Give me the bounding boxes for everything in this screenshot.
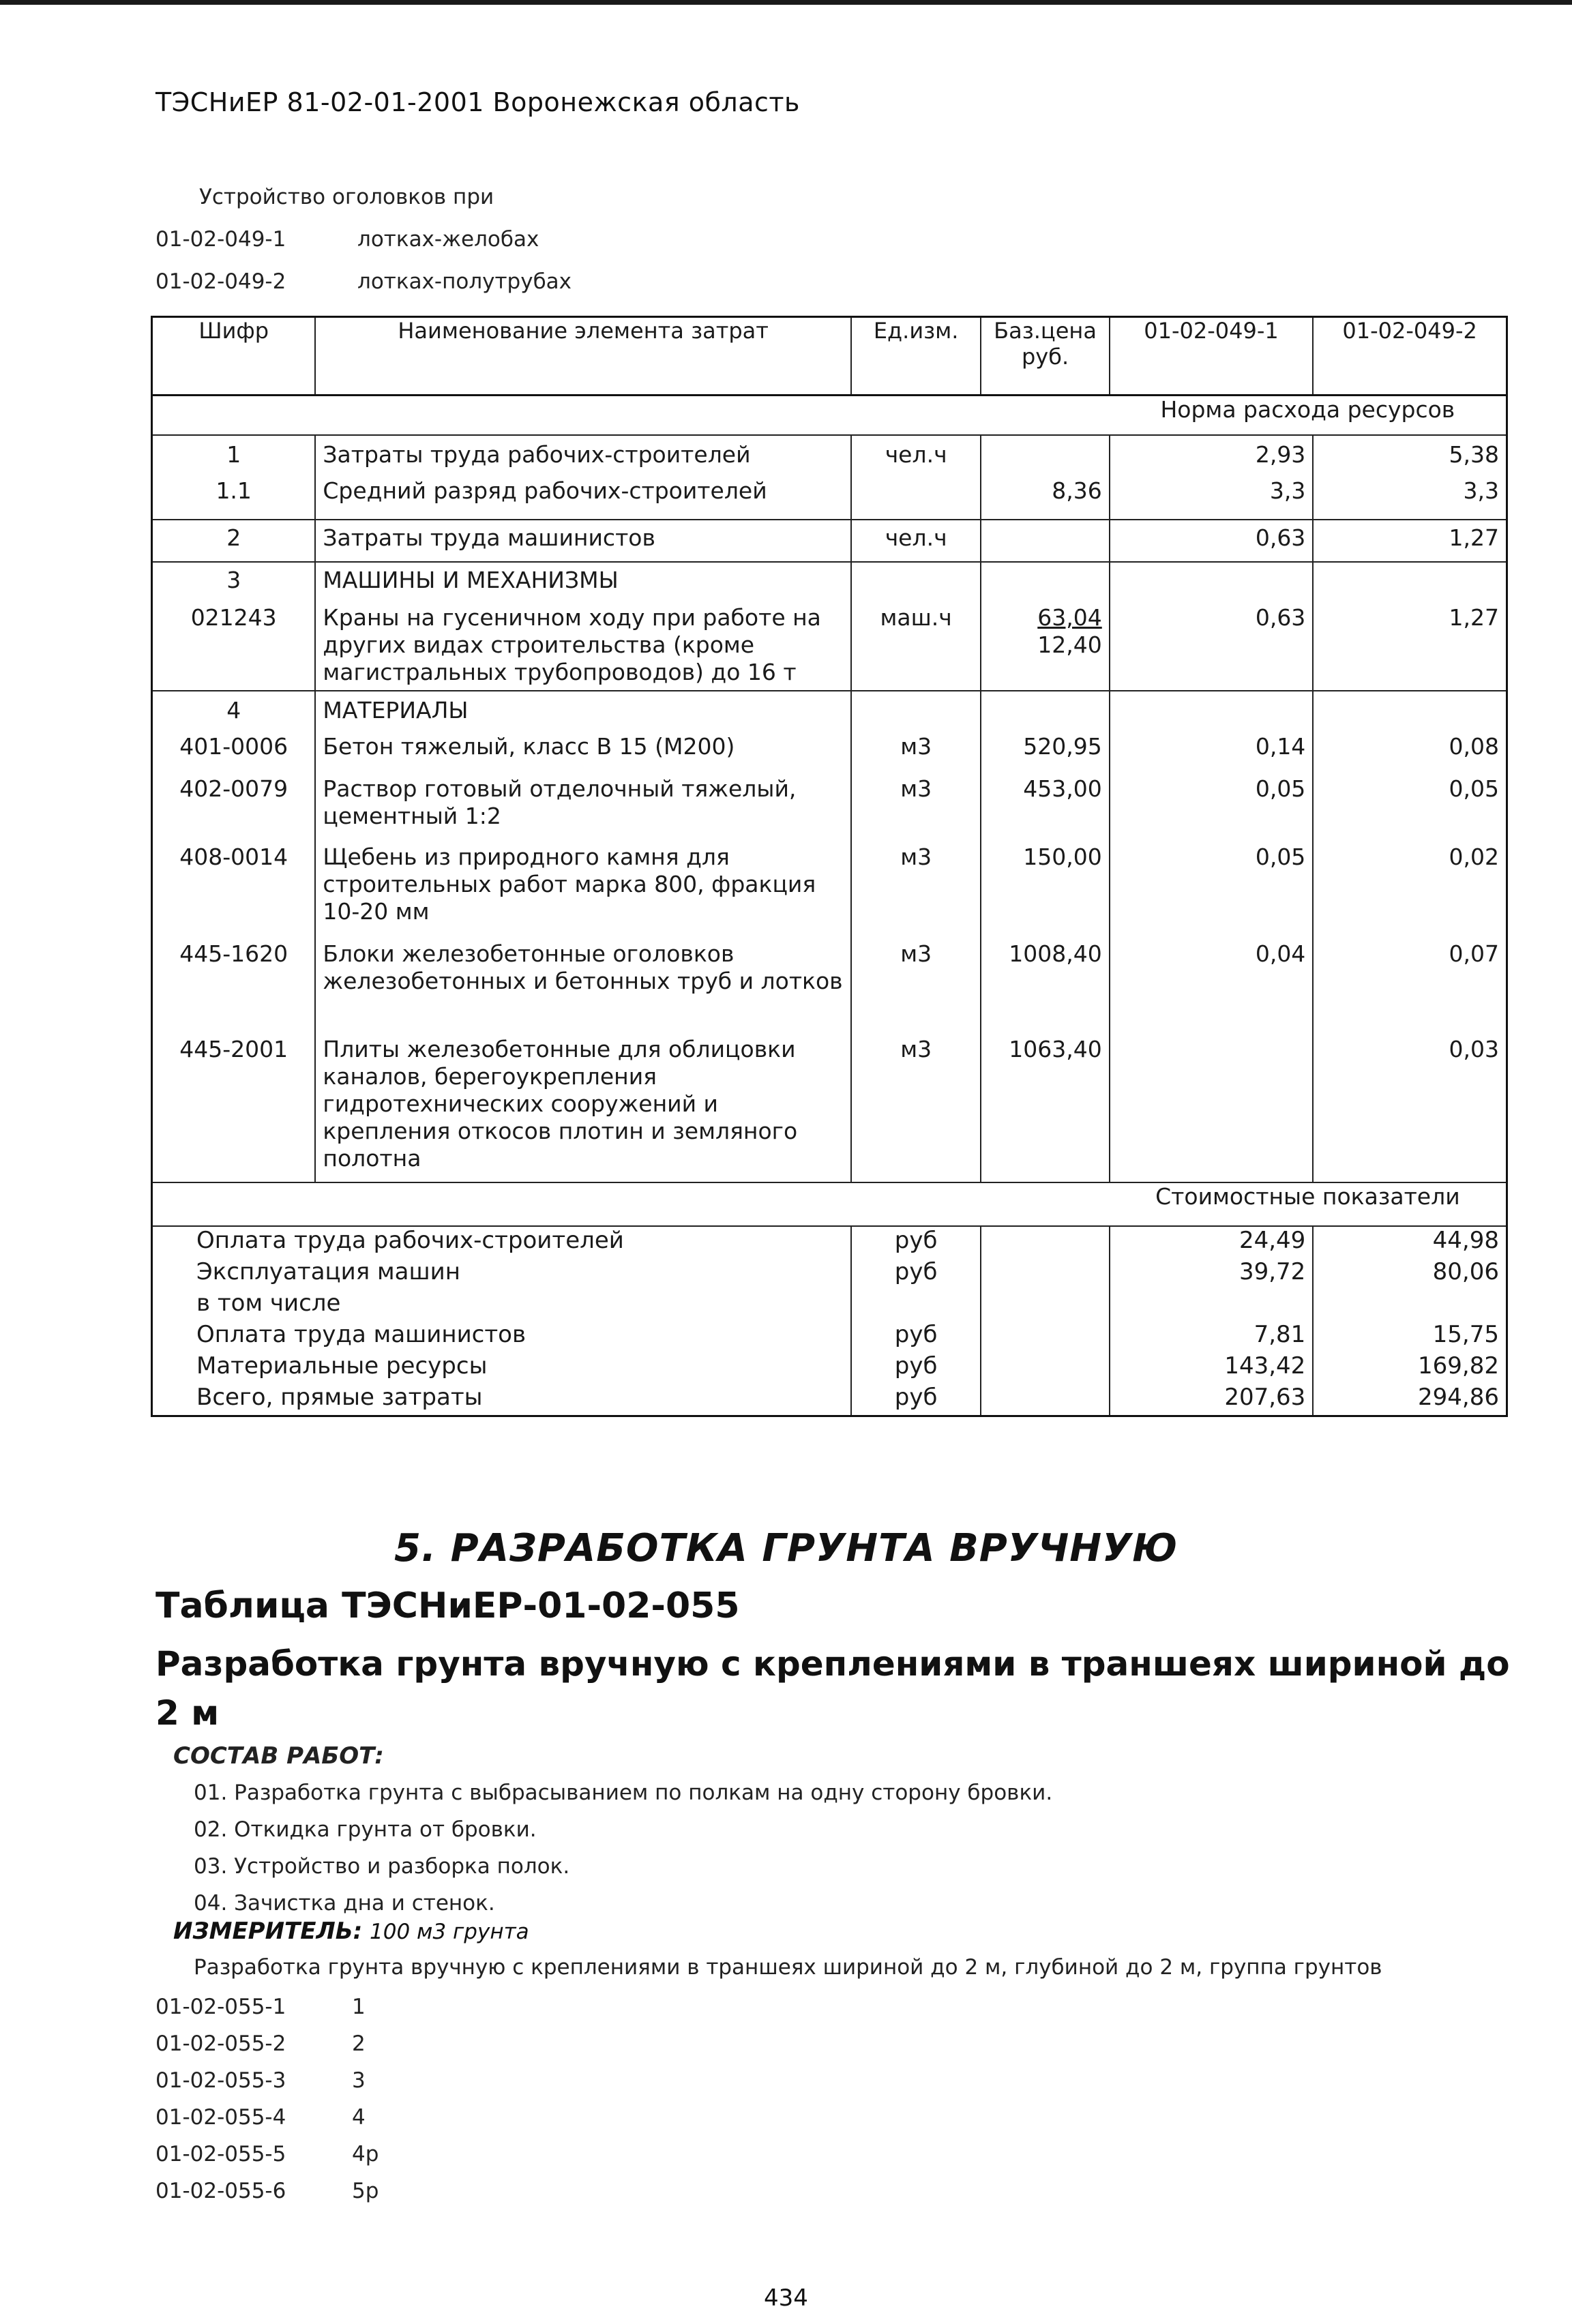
measure-label: ИЗМЕРИТЕЛЬ:	[173, 1918, 363, 1945]
intro-code: 01-02-049-2	[155, 269, 286, 294]
totals-row: Оплата труда машинистов руб 7,81 15,75	[152, 1321, 1507, 1352]
price-main: 63,04	[1037, 604, 1102, 631]
col-header: 01-02-049-1	[1110, 317, 1314, 396]
works-list	[173, 1738, 1052, 1922]
section-label: Стоимостные показатели	[1110, 1182, 1507, 1226]
totals-row: Оплата труда рабочих-строителей руб 24,49 44,98	[152, 1226, 1507, 1258]
list-item: 03. Устройство и разборка полок.	[194, 1854, 570, 1879]
table-row: 445-2001 Плиты железобетонные для облицовки каналов, берегоукрепления гидротехнических сооружений и крепления откосов плотин и земляного полотна м3 1063,40 0,03	[152, 1036, 1507, 1182]
list-item: 01. Разработка грунта с выбрасыванием по полкам на одну сторону бровки.	[194, 1781, 1053, 1805]
measure-line	[173, 1918, 529, 1945]
list-item: 01-02-055-4 4	[155, 2105, 366, 2130]
section-heading: 5. РАЗРАБОТКА ГРУНТА ВРУЧНУЮ	[394, 1526, 1178, 1570]
section-row-cost	[152, 1182, 1507, 1226]
intro-code: 01-02-049-1	[155, 227, 286, 252]
works-label: СОСТАВ РАБОТ:	[173, 1742, 384, 1770]
intro-lead: Устройство оголовков при	[199, 185, 494, 209]
price-secondary: 12,40	[1037, 631, 1102, 658]
totals-row: Эксплуатация машин руб 39,72 80,06	[152, 1258, 1507, 1290]
section-label: Норма расхода ресурсов	[1110, 396, 1507, 436]
top-rule	[0, 0, 1572, 5]
intro-block	[155, 176, 572, 303]
table-row: 408-0014 Щебень из природного камня для строительных работ марка 800, фракция 10-20 мм м3 150,00 0,05 0,02	[152, 844, 1507, 940]
intro-item	[155, 218, 572, 260]
table-title: Таблица ТЭСНиЕР-01-02-055	[155, 1585, 740, 1626]
list-item: 01-02-055-3 3	[155, 2068, 366, 2093]
col-header: 01-02-049-2	[1313, 317, 1507, 396]
table-row: 4 МАТЕРИАЛЫ	[152, 691, 1507, 733]
codes-description: Разработка грунта вручную с креплениями в траншеях шириной до 2 м, глубиной до 2 м, группа грунтов	[194, 1955, 1382, 1980]
table-row: 445-1620 Блоки железобетонные оголовков железобетонных и бетонных труб и лотков м3 1008,40 0,04 0,07	[152, 940, 1507, 1036]
col-header: Шифр	[152, 317, 316, 396]
intro-item	[155, 260, 572, 303]
totals-row: Материальные ресурсы руб 143,42 169,82	[152, 1352, 1507, 1384]
table-row: 1 Затраты труда рабочих-строителей чел.ч 2,93 5,38	[152, 435, 1507, 477]
list-item: 01-02-055-5 4р	[155, 2142, 379, 2166]
col-header: Баз.цена руб.	[981, 317, 1109, 396]
table-row: 2 Затраты труда машинистов чел.ч 0,63 1,27	[152, 520, 1507, 562]
intro-text: лотках-полутрубах	[357, 269, 572, 294]
page-number: 434	[764, 2284, 808, 2312]
list-item: 02. Откидка грунта от бровки.	[194, 1817, 537, 1842]
section-row-norm	[152, 396, 1507, 436]
table-row: 402-0079 Раствор готовый отделочный тяжелый, цементный 1:2 м3 453,00 0,05 0,05	[152, 775, 1507, 844]
table-row: 401-0006 Бетон тяжелый, класс В 15 (М200) м3 520,95 0,14 0,08	[152, 733, 1507, 775]
codes-list	[155, 1988, 379, 2209]
table-header-row	[152, 317, 1507, 396]
list-item: 01-02-055-1 1	[155, 1995, 366, 2019]
totals-row: в том числе	[152, 1290, 1507, 1321]
col-header: Наименование элемента затрат	[315, 317, 851, 396]
totals-row: Всего, прямые затраты руб 207,63 294,86	[152, 1384, 1507, 1416]
col-header: Ед.изм.	[851, 317, 981, 396]
table-row: 3 МАШИНЫ И МЕХАНИЗМЫ	[152, 562, 1507, 604]
list-item: 01-02-055-6 5р	[155, 2179, 379, 2203]
table-row: 1.1 Средний разряд рабочих-строителей 8,36 3,3 3,3	[152, 477, 1507, 520]
measure-value: 100 м3 грунта	[370, 1920, 529, 1944]
list-item: 04. Зачистка дна и стенок.	[194, 1891, 495, 1916]
resource-table	[151, 316, 1508, 1417]
intro-text: лотках-желобах	[357, 227, 539, 252]
page-header: ТЭСНиЕР 81-02-01-2001 Воронежская область	[155, 87, 800, 117]
table-row: 021243 Краны на гусеничном ходу при работе на других видах строительства (кроме магистральных трубопроводов) до 16 т маш.ч 63,04 12,40 0,63 1,27	[152, 604, 1507, 691]
list-item: 01-02-055-2 2	[155, 2031, 366, 2056]
table-subtitle: Разработка грунта вручную с креплениями в траншеях шириной до 2 м	[155, 1644, 1510, 1733]
